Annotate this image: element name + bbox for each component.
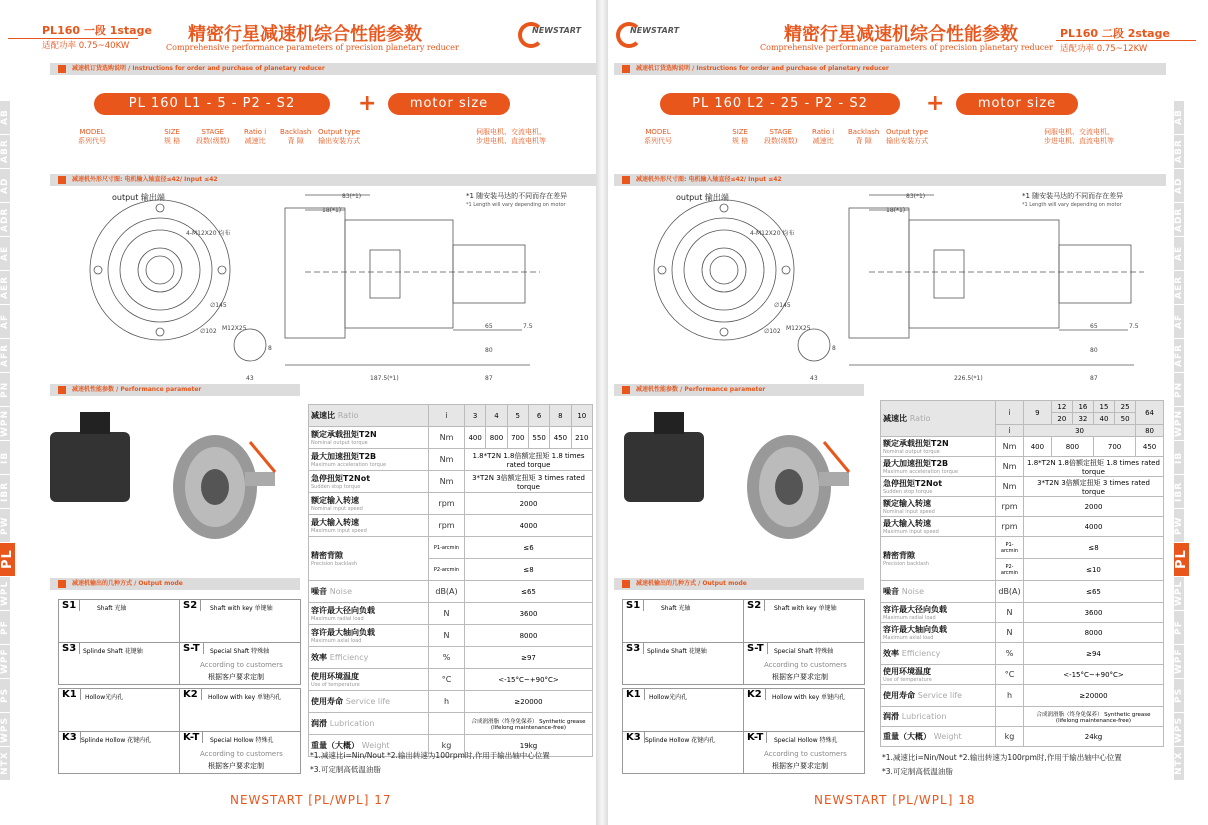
tab-afr[interactable]: AFR <box>0 338 10 372</box>
performance-table-2stage: 减速比 Ratio i 9 12 16 15 25 64 20 32 40 50 i 30 80 额定承载扭矩T2N Nominal output torque Nm 400 800 700 450 最大加速扭矩T2B Maximum acceleration torque Nm 1.8*T2N 1.8倍额定扭矩 1.8 times rated torque 急停扭矩T2Not Sudden stop torque Nm 3*T2N 3倍额定扭矩 3 times rated torque 额定输入转速 Nominal input speed rpm 2000 最大输入转速 Maximum input speed rpm 4000 精密背隙 Precision backlash P1-arcmin ≤8 P2-arcmin ≤10 噪音 Noise dB(A) ≤65 容许最大径向负载 Maximum radial load N 3600 容许最大轴向负载 Maximum axial load N 8000 效率 Efficiency % ≥94 使用环境温度 Use of temperature °C <-15°C~+90°C> 使用寿命 Service life h ≥20000 润滑 Lubrication 合成润滑脂（终身免保养） Synthetic grease (lifelong maintenance-free) 重量（大概） Weight kg 24kg <box>880 400 1164 747</box>
page-gutter <box>596 0 608 825</box>
label-motor-types: 伺服电机、交流电机、 步进电机、直流电机等 <box>476 128 546 145</box>
label-stage: STAGE 段数(级数) <box>196 128 230 145</box>
power-range: 适配功率 0.75~40KW <box>42 41 130 51</box>
svg-text:7.5: 7.5 <box>1129 323 1139 330</box>
tab-pw[interactable]: PW <box>0 508 10 542</box>
tab-ae[interactable]: AE <box>0 236 10 270</box>
label-backlash: Backlash 背 隙 <box>848 128 880 145</box>
page-subtitle: Comprehensive performance parameters of precision planetary reducer <box>760 43 1053 52</box>
tab-ib[interactable]: IB <box>1174 440 1184 474</box>
tab-ntx[interactable]: NTX <box>0 746 10 780</box>
section-output: 减速机输出的几种方式 / Output mode <box>614 578 864 590</box>
label-model: MODEL 系列代号 <box>644 128 672 145</box>
output-label: output 输出端 <box>676 193 729 202</box>
tab-aer[interactable]: AER <box>1174 270 1184 304</box>
dim-7.5: 7.5 <box>523 323 533 330</box>
section-dimensions: 减速机外形尺寸图: 电机输入轴直径≤42/ Input ≤42 <box>614 174 1166 186</box>
tab-ps[interactable]: PS <box>1174 678 1184 712</box>
tab-ad[interactable]: AD <box>0 168 10 202</box>
svg-text:43: 43 <box>810 375 818 382</box>
tab-wpn[interactable]: WPN <box>1174 406 1184 440</box>
label-ratio: Ratio i 减速比 <box>244 128 267 145</box>
tab-af[interactable]: AF <box>0 304 10 338</box>
output-shaft-box: S1 Shaft 光轴 S2 Shaft with key 单键轴 S3 Splinde Shaft 花键轴 S-T Special Shaft 特殊轴 According to customers 根据客户要求定制 <box>58 599 301 685</box>
tab-aer[interactable]: AER <box>0 270 10 304</box>
tab-adr[interactable]: ADR <box>0 202 10 236</box>
tab-pn[interactable]: PN <box>0 372 10 406</box>
label-output: Output type 输出安装方式 <box>886 128 929 145</box>
dim-65: 65 <box>485 323 493 330</box>
page-left <box>0 0 596 825</box>
dimension-drawing <box>624 190 1164 385</box>
svg-text:226.5(*1): 226.5(*1) <box>954 375 983 382</box>
tab-wpl[interactable]: WPL <box>0 576 10 610</box>
tab-ibr[interactable]: IBR <box>0 474 10 508</box>
output-label: output 输出端 <box>112 193 165 202</box>
label-stage: STAGE 段数(级数) <box>764 128 798 145</box>
dim-18: 18(*1) <box>322 207 342 214</box>
dimension-drawing <box>60 190 596 385</box>
label-size: SIZE 规 格 <box>164 128 181 145</box>
tab-wpn[interactable]: WPN <box>0 406 10 440</box>
tab-adr[interactable]: ADR <box>1174 202 1184 236</box>
tab-wps[interactable]: WPS <box>0 712 10 746</box>
svg-text:4-M12X20 均布: 4-M12X20 均布 <box>750 230 795 237</box>
tab-pf[interactable]: PF <box>0 610 10 644</box>
custom-en: According to customers <box>200 661 283 669</box>
dim-83: 83(*1) <box>342 193 362 200</box>
tab-pw[interactable]: PW <box>1174 508 1184 542</box>
divider <box>1056 40 1196 41</box>
section-order: 减速机订货选购说明 / Instructions for order and purchase of planetary reducer <box>614 63 1166 75</box>
page-footer: NEWSTART [PL/WPL] 17 <box>230 793 392 807</box>
motor-size: motor size <box>388 93 510 115</box>
page-title: 精密行星减速机综合性能参数 <box>784 24 1018 45</box>
tab-pn[interactable]: PN <box>1174 372 1184 406</box>
tab-ae[interactable]: AE <box>1174 236 1184 270</box>
tab-ntx[interactable]: NTX <box>1174 746 1184 780</box>
out-s2: Shaft with key 单键轴 <box>210 605 273 612</box>
dim-87: 87 <box>485 375 493 382</box>
page-right <box>608 0 1204 825</box>
output-hollow-box: K1 Hollow光内孔 K2 Hollow with key 单键内孔 K3 Splinde Hollow 花键内孔 K-T Special Hollow 特殊孔 According to customers 根据客户要求定制 <box>622 688 865 774</box>
stage-label: PL160 二段 2stage <box>1060 27 1170 40</box>
svg-text:∅145: ∅145 <box>774 302 791 309</box>
section-output: 减速机输出的几种方式 / Output mode <box>50 578 300 590</box>
tab-wpf[interactable]: WPF <box>1174 644 1184 678</box>
tab-ab[interactable]: AB <box>0 100 10 134</box>
svg-text:18(*1): 18(*1) <box>886 207 906 214</box>
tab-wpf[interactable]: WPF <box>0 644 10 678</box>
out-k1: Hollow光内孔 <box>85 694 124 701</box>
svg-text:80: 80 <box>1090 347 1098 354</box>
dim-m12: 4-M12X20 均布 <box>186 230 231 237</box>
dim-145: ∅145 <box>210 302 227 309</box>
out-st: Special Shaft 特殊轴 <box>210 648 270 655</box>
note-a: *1.减速比i=Nin/Nout *2.输出转速为100rpm时,作用于输出轴中心位置 <box>882 753 1122 762</box>
note-length: *1 随安装马达的不同而存在差异 <box>1022 192 1124 200</box>
dim-80: 80 <box>485 347 493 354</box>
tab-pl[interactable]: PL <box>0 542 15 576</box>
side-tabs-right <box>1174 100 1204 780</box>
note-length: *1 随安装马达的不同而存在差异 <box>466 192 568 200</box>
tab-ad[interactable]: AD <box>1174 168 1184 202</box>
note-b: *3.可定制高低温油脂 <box>310 765 381 774</box>
tab-ib[interactable]: IB <box>0 440 10 474</box>
model-code: PL 160 L2 - 25 - P2 - S2 <box>660 93 900 115</box>
tab-ibr[interactable]: IBR <box>1174 474 1184 508</box>
label-size: SIZE 规 格 <box>732 128 749 145</box>
custom-cn: 根据客户要求定制 <box>208 673 264 681</box>
side-tabs-left <box>0 100 30 780</box>
plus-icon: + <box>358 91 377 116</box>
dim-187: 187.5(*1) <box>370 375 399 382</box>
divider <box>8 38 138 39</box>
svg-text:8: 8 <box>832 345 836 352</box>
performance-table: 减速比 Ratio i 3 4 5 6 8 10 额定承载扭矩T2N Nominal output torque Nm 400 800 700 550 450 210 最大加速扭矩T2B Maximum acceleration torque Nm 1.8*T2N 1.8倍额定扭矩 1.8 times rated torque 急停扭矩T2Not Sudden stop torque Nm 3*T2N 3倍额定扭矩 3 times rated torque 额定输入转速 Nominal input speed rpm 2000 最大输入转速 Maximum input speed rpm 4000 精密背隙 Precision backlash P1-arcmin ≤6 P2-arcmin ≤8 噪音 Noise dB(A) ≤65 容许最大径向负载 Maximum radial load N 3600 容许最大轴向负载 Maximum axial load N 8000 效率 Efficiency % ≥97 使用环境温度 Use of temperature °C <-15°C~+90°C> 使用寿命 Service life h ≥20000 润滑 Lubrication 合成润滑脂（终身免保养） Synthetic grease (lifelong maintenance-free) 重量（大概） Weight kg 19kg <box>308 404 593 757</box>
product-photo <box>40 402 300 572</box>
out-k3: Splinde Hollow 花键内孔 <box>81 737 152 744</box>
tab-abr[interactable]: ABR <box>0 134 10 168</box>
product-photo <box>614 402 874 572</box>
tab-afr[interactable]: AFR <box>1174 338 1184 372</box>
svg-text:M12X25: M12X25 <box>786 325 811 332</box>
label-ratio: Ratio i 减速比 <box>812 128 835 145</box>
page-footer: NEWSTART [PL/WPL] 18 <box>814 793 976 807</box>
dim-43: 43 <box>246 375 254 382</box>
note-length-en: *1 Length will vary depending on motor <box>1022 202 1122 208</box>
section-performance: 减速机性能参数 / Performance parameter <box>614 384 864 396</box>
page-title: 精密行星减速机综合性能参数 <box>188 24 422 45</box>
dim-8: 8 <box>268 345 272 352</box>
note-b: *3.可定制高低温油脂 <box>882 767 953 776</box>
power-range: 适配功率 0.75~12KW <box>1060 44 1148 54</box>
svg-text:∅102: ∅102 <box>764 328 781 335</box>
section-order: 减速机订货选购说明 / Instructions for order and purchase of planetary reducer <box>50 63 596 75</box>
tab-abr[interactable]: ABR <box>1174 134 1184 168</box>
label-backlash: Backlash 背 隙 <box>280 128 312 145</box>
tab-pl[interactable]: PL <box>1174 542 1189 576</box>
note-length-en: *1 Length will vary depending on motor <box>466 202 566 208</box>
note-a: *1.减速比i=Nin/Nout *2.输出转速为100rpm时,作用于输出轴中心位置 <box>310 751 550 760</box>
dim-102: ∅102 <box>200 328 217 335</box>
page-subtitle: Comprehensive performance parameters of precision planetary reducer <box>166 43 459 52</box>
tab-af[interactable]: AF <box>1174 304 1184 338</box>
tab-ps[interactable]: PS <box>0 678 10 712</box>
label-model: MODEL 系列代号 <box>78 128 106 145</box>
out-s3: Splinde Shaft 花键轴 <box>83 648 143 655</box>
motor-size: motor size <box>956 93 1078 115</box>
out-kt: Special Hollow 特殊孔 <box>210 737 274 744</box>
tab-wpl[interactable]: WPL <box>1174 576 1184 610</box>
label-motor-types: 伺服电机、交流电机、 步进电机、直流电机等 <box>1044 128 1114 145</box>
newstart-logo: NEWSTART <box>616 18 688 52</box>
out-s1: Shaft 光轴 <box>97 605 127 612</box>
tab-wps[interactable]: WPS <box>1174 712 1184 746</box>
output-shaft-box: S1 Shaft 光轴 S2 Shaft with key 单键轴 S3 Splinde Shaft 花键轴 S-T Special Shaft 特殊轴 According to customers 根据客户要求定制 <box>622 599 865 685</box>
section-dimensions: 减速机外形尺寸图: 电机输入轴直径≤42/ Input ≤42 <box>50 174 596 186</box>
model-code: PL 160 L1 - 5 - P2 - S2 <box>94 93 330 115</box>
svg-text:65: 65 <box>1090 323 1098 330</box>
out-k2: Hollow with key 单键内孔 <box>208 694 282 701</box>
svg-text:83(*1): 83(*1) <box>906 193 926 200</box>
section-performance: 减速机性能参数 / Performance parameter <box>50 384 300 396</box>
tab-ab[interactable]: AB <box>1174 100 1184 134</box>
svg-text:87: 87 <box>1090 375 1098 382</box>
stage-label: PL160 一段 1stage <box>42 24 152 37</box>
output-hollow-box: K1 Hollow光内孔 K2 Hollow with key 单键内孔 K3 Splinde Hollow 花键内孔 K-T Special Hollow 特殊孔 According to customers 根据客户要求定制 <box>58 688 301 774</box>
newstart-logo: NEWSTART <box>518 18 590 52</box>
plus-icon: + <box>926 91 945 116</box>
tab-pf[interactable]: PF <box>1174 610 1184 644</box>
label-output: Output type 输出安装方式 <box>318 128 361 145</box>
dim-m12x25: M12X25 <box>222 325 247 332</box>
